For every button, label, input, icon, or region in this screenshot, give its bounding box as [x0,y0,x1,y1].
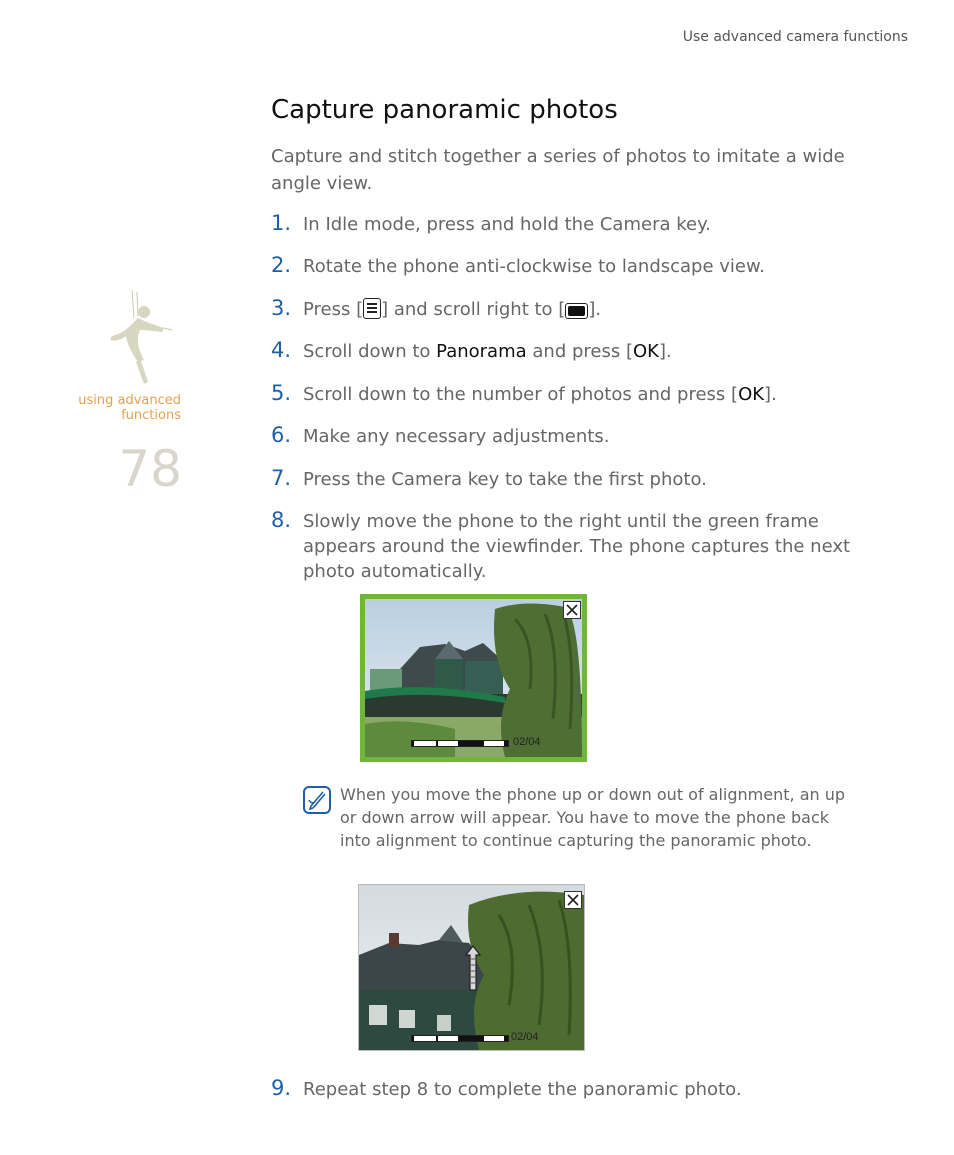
step-number: 4. [271,338,292,362]
step-text-part: Scroll down to the number of photos and press [ [303,384,739,405]
step-text [303,382,863,407]
viewfinder-screenshot-aligned [360,594,587,762]
running-header: Use advanced camera functions [682,29,908,45]
note-text: When you move the phone up or down out of alignment, an up or down arrow will appear. You have to move the phone back into alignment to continue capturing the panoramic photo. [340,785,846,850]
chapter-label: using advanced functions [78,393,181,423]
photo-counter: 02/04 [511,1031,539,1043]
step-text: Rotate the phone anti-clockwise to landscape view. [303,256,765,277]
step-text: Press the Camera key to take the first photo. [303,469,707,490]
step-text: Repeat step 8 to complete the panoramic photo. [303,1079,742,1100]
menu-key-icon [363,298,381,319]
step-text: In Idle mode, press and hold the Camera key. [303,214,711,235]
progress-segment [484,1036,504,1041]
menu-option-panorama: Panorama [436,341,527,362]
step-number: 1. [271,211,292,235]
capture-progress-bar [411,1035,509,1042]
step-text-part: ]. [658,341,672,362]
step-number: 3. [271,296,292,320]
step-number: 7. [271,466,292,490]
step-text [303,297,863,322]
page-title: Capture panoramic photos [271,95,618,125]
viewfinder-scene [359,885,584,1050]
progress-segment [414,1036,436,1041]
note-icon [303,786,331,814]
camera-mode-icon [565,303,588,319]
close-icon[interactable] [564,891,582,909]
ok-key-label: OK [632,341,659,362]
progress-segment [484,741,504,746]
progress-segment [438,741,458,746]
step-text-part: and press [ [526,341,633,362]
swinging-figure-illustration [104,290,174,390]
step-number: 9. [271,1076,292,1100]
step-number: 5. [271,381,292,405]
viewfinder-scene [365,599,582,757]
photo-counter: 02/04 [513,736,541,748]
capture-progress-bar [411,740,509,747]
intro-paragraph: Capture and stitch together a series of photos to imitate a wide angle view. [271,146,845,194]
step-text-part: Scroll down to [303,341,437,362]
step-text-part: ]. [588,299,602,320]
progress-segment [438,1036,458,1041]
progress-segment [414,741,436,746]
step-text: Make any necessary adjustments. [303,426,610,447]
step-text-part: Press [ [303,299,364,320]
step-text [303,339,863,364]
scene-illustration [365,599,582,757]
step-number: 8. [271,508,292,532]
ok-key-label: OK [738,384,765,405]
close-icon[interactable] [563,601,581,619]
page-number: 78 [118,440,182,498]
viewfinder-screenshot-misaligned [358,884,585,1051]
step-text: Slowly move the phone to the right until the green frame appears around the viewfinder. The phone captures the next photo automatically. [303,511,851,582]
step-text-part: ] and scroll right to [ [381,299,566,320]
up-arrow-icon [465,945,481,991]
step-number: 6. [271,423,292,447]
step-text-part: ]. [764,384,777,405]
step-number: 2. [271,253,292,277]
